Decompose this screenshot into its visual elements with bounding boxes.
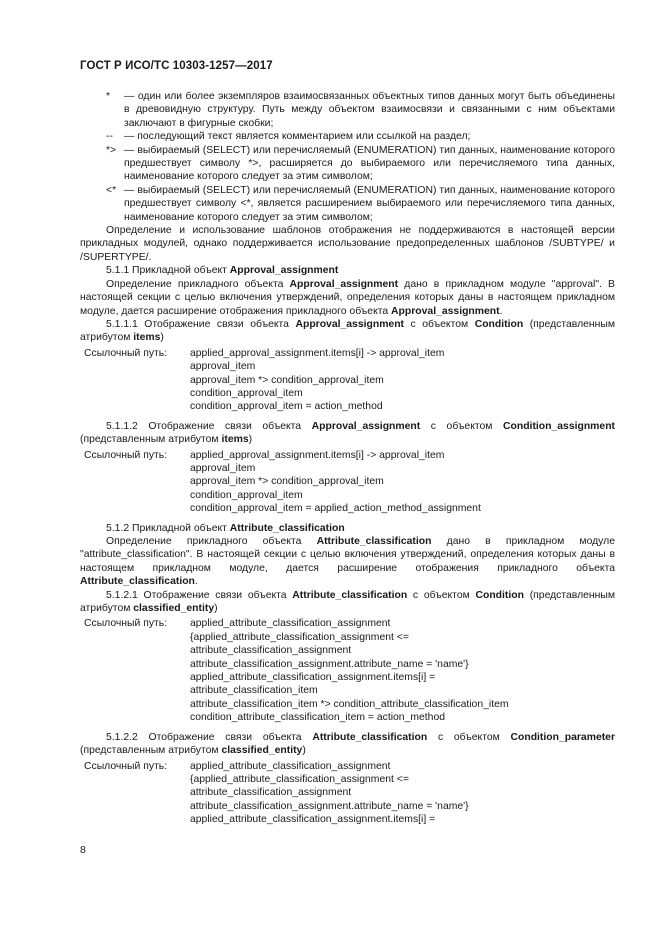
path-line: approval_item xyxy=(190,361,256,373)
path-line: approval_item *> condition_approval_item xyxy=(190,476,384,488)
path-line: applied_attribute_classification_assignment xyxy=(190,760,391,772)
symbol-definition xyxy=(80,144,615,184)
reference-path-lines xyxy=(190,760,615,827)
symbol-text: — один или более экземпляров взаимосвязанных объектных типов данных могут быть объединены в древовидную структуру. Путь между объектом взаимосвязи и связанными с ним объектами заключают в фигурные скобки; xyxy=(124,91,615,129)
path-line: applied_attribute_classification_assignment xyxy=(190,618,391,630)
path-line: applied_approval_assignment.items[i] -> approval_item xyxy=(190,347,445,359)
reference-path xyxy=(80,617,615,724)
page-number: 8 xyxy=(80,845,86,856)
symbol: -- xyxy=(106,131,113,143)
path-line: approval_item *> condition_approval_item xyxy=(190,374,384,386)
path-line: {applied_attribute_classification_assignment <= xyxy=(190,631,409,643)
subsection-heading: 5.1.1.1 Отображение связи объекта Approval_assignment с объектом Condition (представленным атрибутом items) xyxy=(80,318,615,344)
path-line: attribute_classification_assignment xyxy=(190,787,352,799)
symbol-definition xyxy=(80,184,615,224)
subsection-heading: 5.1.2.2 Отображение связи объекта Attribute_classification с объектом Condition_parameter (представленным атрибутом classified_entity) xyxy=(80,731,615,757)
reference-path xyxy=(80,760,615,827)
path-line: applied_attribute_classification_assignment.items[i] = xyxy=(190,672,436,684)
symbol-text: — последующий текст является комментарием или ссылкой на раздел; xyxy=(124,131,471,143)
path-line: condition_attribute_classification_item = action_method xyxy=(190,712,446,724)
subsection-heading: 5.1.1.2 Отображение связи объекта Approval_assignment с объектом Condition_assignment (представленным атрибутом items) xyxy=(80,420,616,446)
path-line: applied_approval_assignment.items[i] -> approval_item xyxy=(190,449,445,461)
path-line: applied_attribute_classification_assignment.items[i] = xyxy=(190,814,436,826)
path-line: attribute_classification_assignment.attribute_name = 'name'} xyxy=(190,800,469,812)
section-heading: 5.1.1 Прикладной объект Approval_assignment xyxy=(106,265,339,277)
reference-path-label: Ссылочный путь: xyxy=(84,449,168,461)
subsection-heading: 5.1.2.1 Отображение связи объекта Attribute_classification с объектом Condition (представленным атрибутом classified_entity) xyxy=(80,589,616,615)
path-line: condition_approval_item = applied_action_method_assignment xyxy=(190,503,481,515)
section-definition: Определение прикладного объекта Attribute_classification дано в прикладном модуле "attribute_classification". В настоящей секции с целью включения утверждений, определения которых даны в настоящем прикладном модуле, дается расширение отображения прикладного объекта Attribute_classification. xyxy=(80,536,615,588)
reference-path-lines xyxy=(190,449,615,516)
symbol-text: — выбираемый (SELECT) или перечисляемый (ENUMERATION) тип данных, наименование которого предшествует символу *>, расширяется до выбираемого или перечисляемого типа данных, наименование которого следует за этим символом; xyxy=(124,144,615,183)
reference-path-label: Ссылочный путь: xyxy=(84,347,168,359)
path-line: attribute_classification_item xyxy=(190,685,318,697)
reference-path xyxy=(80,347,615,414)
symbol-definition xyxy=(80,90,615,130)
symbol: *> xyxy=(106,144,117,156)
reference-path-lines xyxy=(190,347,615,414)
symbol: * xyxy=(106,91,111,102)
reference-path-label: Ссылочный путь: xyxy=(84,760,168,772)
reference-path xyxy=(80,449,615,516)
templates-paragraph: Определение и использование шаблонов отображения не поддерживаются в настоящей версии прикладных модулей, однако поддерживается использование предопределенных шаблонов /SUBTYPE/ и /SUPERTYPE/. xyxy=(80,225,615,263)
symbol-definition xyxy=(80,130,615,143)
section-heading: 5.1.2 Прикладной объект Attribute_classification xyxy=(106,522,345,534)
path-line: attribute_classification_assignment.attribute_name = 'name'} xyxy=(190,658,469,670)
reference-path-lines xyxy=(190,617,615,724)
symbol: <* xyxy=(106,184,117,196)
section-definition: Определение прикладного объекта Approval_assignment дано в прикладном модуле "approval". В настоящей секции с целью включения утверждений, определения которых даны в настоящем прикладном модуле, дается расширение отображения прикладного объекта Approval_assignment. xyxy=(80,278,615,317)
path-line: attribute_classification_item *> condition_attribute_classification_item xyxy=(190,698,509,710)
path-line: condition_approval_item xyxy=(190,387,303,399)
path-line: {applied_attribute_classification_assignment <= xyxy=(190,773,409,785)
path-line: approval_item xyxy=(190,462,256,474)
reference-path-label: Ссылочный путь: xyxy=(84,618,168,630)
document-body xyxy=(80,90,615,827)
document-header: ГОСТ Р ИСО/ТС 10303-1257—2017 xyxy=(80,60,273,72)
path-line: condition_approval_item = action_method xyxy=(190,401,383,413)
path-line: attribute_classification_assignment xyxy=(190,645,352,657)
symbol-text: — выбираемый (SELECT) или перечисляемый (ENUMERATION) тип данных, наименование которого предшествует символу <*, является расширением выбираемого или перечисляемого типа данных, наименование которого следует за этим символом; xyxy=(124,184,615,223)
path-line: condition_approval_item xyxy=(190,489,303,501)
